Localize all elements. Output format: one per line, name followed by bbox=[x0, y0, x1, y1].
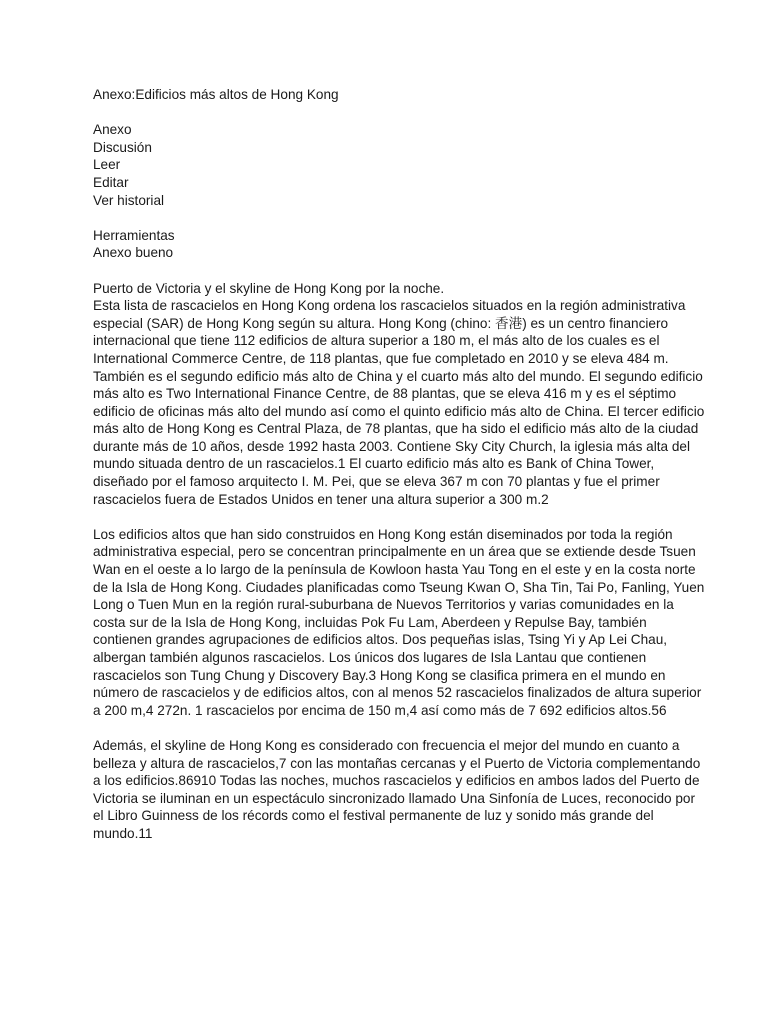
tools-item-herramientas[interactable]: Herramientas bbox=[93, 227, 175, 243]
nav-item-editar[interactable]: Editar bbox=[93, 174, 129, 190]
page-nav-list bbox=[93, 121, 705, 209]
page-title: Anexo:Edificios más altos de Hong Kong bbox=[93, 87, 339, 102]
nav-item-leer[interactable]: Leer bbox=[93, 157, 121, 173]
paragraph-2: Los edificios altos que han sido construidos en Hong Kong están diseminados por toda la región administrativa especial, pero se concentran principalmente en un área que se extiende desde Tsuen Wan en el oeste a lo largo de la península de Kowloon hasta Yau Tong en el este y en la costa norte de la Isla de Hong Kong. Ciudades planificadas como Tseung Kwan O, Sha Tin, Tai Po, Fanling, Yuen Long o Tuen Mun en la región rural-suburbana de Nuevos Territorios y varias comunidades en la costa sur de la Isla de Hong Kong, incluidas Pok Fu Lam, Aberdeen y Repulse Bay, también contienen grandes agrupaciones de edificios altos. Dos pequeñas islas, Tsing Yi y Ap Lei Chau, albergan también algunos rascacielos. Los únicos dos lugares de Isla Lantau que contienen rascacielos son Tung Chung y Discovery Bay.3 Hong Kong se clasifica primera en el mundo en número de rascacielos y de edificios altos, con al menos 52 rascacielos finalizados de altura superior a 200 m,4 272n. 1 rascacielos por encima de 150 m,4 así como más de 7 692 edificios altos.56 bbox=[93, 526, 705, 718]
paragraph-3: Además, el skyline de Hong Kong es considerado con frecuencia el mejor del mundo en cuanto a belleza y altura de rascacielos,7 con las montañas cercanas y el Puerto de Victoria complementando a los edificios.86910 Todas las noches, muchos rascacielos y edificios en ambos lados del Puerto de Victoria se iluminan en un espectáculo sincronizado llamado Una Sinfonía de Luces, reconocido por el Libro Guinness de los récords como el festival permanente de luz y sonido más grande del mundo.11 bbox=[93, 737, 701, 841]
document-page bbox=[93, 86, 705, 860]
tools-item-anexo-bueno[interactable]: Anexo bueno bbox=[93, 245, 174, 261]
nav-item-discusion[interactable]: Discusión bbox=[93, 139, 152, 155]
nav-item-ver-historial[interactable]: Ver historial bbox=[93, 192, 165, 208]
tools-list bbox=[93, 227, 705, 262]
image-caption: Puerto de Victoria y el skyline de Hong Kong por la noche. bbox=[93, 280, 445, 296]
paragraph-1: Esta lista de rascacielos en Hong Kong ordena los rascacielos situados en la región administrativa especial (SAR) de Hong Kong según su altura. Hong Kong (chino: 香港) es un centro financiero internacional que tiene 112 edificios de altura superior a 180 m, el más alto de los cuales es el International Commerce Centre, de 118 plantas, que fue completado en 2010 y se eleva 484 m. También es el segundo edificio más alto de China y el cuarto más alto del mundo. El segundo edificio más alto es Two International Finance Centre, de 88 plantas, que se eleva 416 m y es el séptimo edificio de oficinas más alto del mundo así como el quinto edificio más alto de China. El tercer edificio más alto de Hong Kong es Central Plaza, de 78 plantas, que ha sido el edificio más alto de la ciudad durante más de 10 años, desde 1992 hasta 2003. Contiene Sky City Church, la iglesia más alta del mundo situada dentro de un rascacielos.1 El cuarto edificio más alto es Bank of China Tower, diseñado por el famoso arquitecto I. M. Pei, que se eleva 367 m con 70 plantas y fue el primer rascacielos fuera de Estados Unidos en tener una altura superior a 300 m.2 bbox=[93, 298, 705, 507]
nav-item-anexo[interactable]: Anexo bbox=[93, 122, 132, 138]
intro-block bbox=[93, 280, 705, 509]
